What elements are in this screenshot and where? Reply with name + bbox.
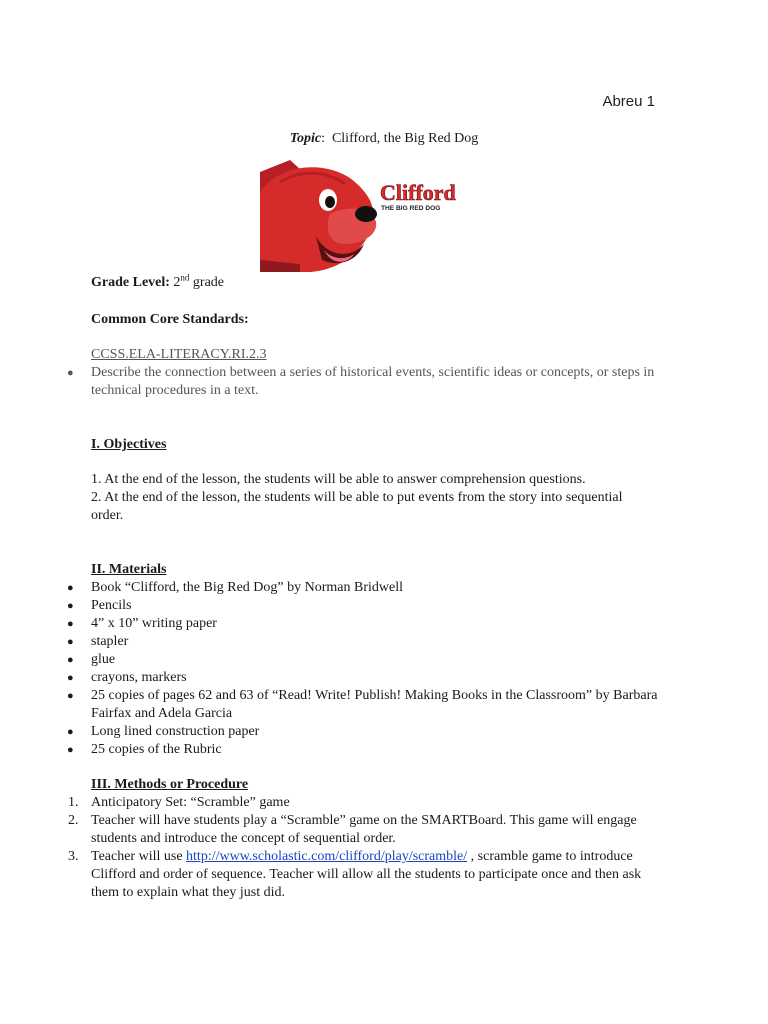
methods-list (0, 794, 768, 902)
list-item (0, 615, 768, 633)
material-text: 25 copies of the Rubric (91, 742, 222, 757)
materials-list (0, 579, 768, 759)
bullet-icon: ● (67, 726, 74, 738)
list-item (0, 579, 768, 597)
bullet-icon: ● (67, 582, 74, 594)
list-item (0, 364, 768, 400)
standards-heading: Common Core Standards: (91, 312, 249, 327)
list-item (0, 633, 768, 651)
objectives-list (0, 471, 768, 525)
step-number: 2. (68, 813, 79, 828)
list-item (0, 651, 768, 669)
standards-code: CCSS.ELA-LITERACY.RI.2.3 (91, 347, 267, 362)
list-item (0, 794, 768, 812)
list-item (0, 687, 768, 723)
clifford-logo-image (260, 152, 465, 272)
material-text: crayons, markers (91, 670, 187, 685)
list-item (0, 669, 768, 687)
methods-heading: III. Methods or Procedure (91, 777, 249, 792)
grade-number: 2 (173, 275, 181, 290)
step-text-post: , scramble game to introduce Clifford and order of sequence. Teacher will allow all the students to participate once and then ask them to explain what they just did. (91, 849, 642, 900)
bullet-icon: ● (67, 636, 74, 648)
step-text: Teacher will have students play a “Scramble” game on the SMARTBoard. This game will engage students and introduce the concept of sequential order. (91, 813, 637, 846)
standards-list (0, 364, 768, 400)
logo-wordmark: Clifford (380, 180, 456, 205)
list-item (0, 597, 768, 615)
grade-suffix: nd (180, 272, 190, 283)
objective-2: 2. At the end of the lesson, the students will be able to put events from the story into sequential order. (91, 490, 623, 523)
logo-tagline: THE BIG RED DOG (381, 205, 441, 212)
material-text: 4” x 10” writing paper (91, 616, 217, 631)
grade-level-label: Grade Level: (91, 275, 170, 290)
material-text: 25 copies of pages 62 and 63 of “Read! Write! Publish! Making Books in the Classroom” by Barbara Fairfax and Adela Garcia (91, 688, 658, 721)
bullet-icon: ● (67, 744, 74, 756)
scramble-game-link[interactable]: http://www.scholastic.com/clifford/play/scramble/ (186, 849, 468, 864)
objective-1: 1. At the end of the lesson, the students will be able to answer comprehension questions. (91, 472, 586, 487)
material-text: glue (91, 652, 116, 667)
materials-heading: II. Materials (91, 562, 167, 577)
topic-line (0, 131, 768, 147)
list-item (0, 741, 768, 759)
bullet-icon: ● (67, 654, 74, 666)
material-text: Long lined construction paper (91, 724, 260, 739)
material-text: Pencils (91, 598, 132, 613)
list-item (0, 812, 768, 848)
topic-value: Clifford, the Big Red Dog (331, 131, 479, 146)
list-item (0, 723, 768, 741)
bullet-icon: ● (67, 367, 74, 379)
topic-colon: : (321, 131, 325, 146)
topic-label: Topic (289, 131, 322, 146)
material-text: stapler (91, 634, 129, 649)
grade-rest: grade (192, 275, 225, 290)
step-text: Anticipatory Set: “Scramble” game (91, 795, 290, 810)
bullet-icon: ● (67, 600, 74, 612)
bullet-icon: ● (67, 672, 74, 684)
bullet-icon: ● (67, 618, 74, 630)
step-text-pre: Teacher will use (91, 849, 187, 864)
grade-level-line (91, 274, 224, 292)
material-text: Book “Clifford, the Big Red Dog” by Norman Bridwell (91, 580, 403, 595)
bullet-icon: ● (67, 690, 74, 702)
objectives-heading: I. Objectives (91, 437, 167, 452)
standard-text: Describe the connection between a series of historical events, scientific ideas or concepts, or steps in technical procedures in a text. (91, 365, 655, 398)
list-item (0, 848, 768, 902)
step-number: 1. (68, 795, 79, 810)
step-number: 3. (68, 849, 79, 864)
page-header-label: Abreu 1 (602, 93, 655, 110)
